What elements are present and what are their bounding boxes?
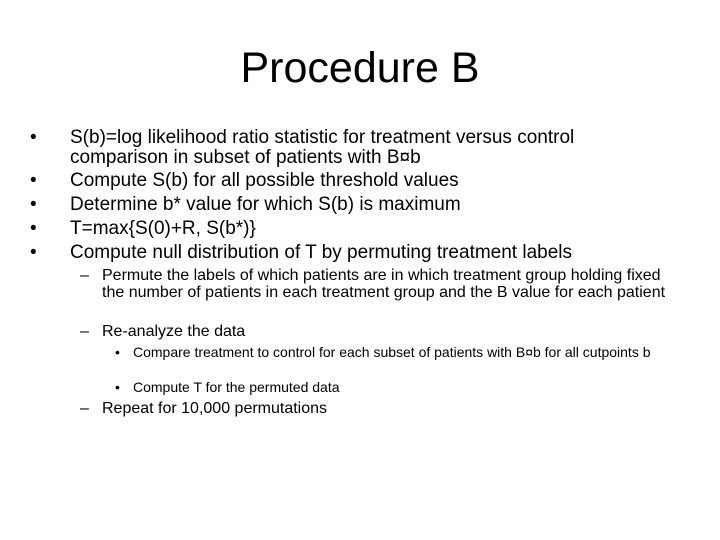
- bullet-text: Compute S(b) for all possible threshold values: [70, 170, 459, 191]
- bullet-marker: •: [30, 170, 37, 191]
- sub-bullet-text: Re-analyze the data: [102, 323, 246, 340]
- dash-marker: –: [80, 267, 89, 284]
- bullet-text: S(b)=log likelihood ratio statistic for treatment versus control comparison in subset of patients with B¤b: [70, 127, 575, 168]
- slide-title: Procedure B: [240, 44, 480, 92]
- dash-marker: –: [80, 323, 89, 340]
- bullet-text: T=max{S(0)+R, S(b*)}: [70, 218, 256, 239]
- sub-sub-bullet-text: Compute T for the permuted data: [133, 379, 340, 395]
- dash-marker: –: [80, 400, 89, 417]
- sub-bullet-text: Repeat for 10,000 permutations: [102, 400, 328, 417]
- bullet-text: Compute null distribution of T by permuting treatment labels: [70, 242, 573, 263]
- bullet-marker: •: [115, 344, 120, 360]
- bullet-text: Determine b* value for which S(b) is maximum: [70, 194, 461, 215]
- sub-sub-bullet-text: Compare treatment to control for each subset of patients with B¤b for all cutpoints b: [133, 344, 651, 360]
- bullet-marker: •: [30, 127, 37, 148]
- bullet-marker: •: [30, 194, 37, 215]
- sub-bullet-text: Permute the labels of which patients are in which treatment group holding fixed the number of patients in each treatment group and the B value for each patient: [102, 267, 666, 301]
- bullet-marker: •: [30, 218, 37, 239]
- bullet-marker: •: [30, 242, 37, 263]
- bullet-marker: •: [115, 379, 120, 395]
